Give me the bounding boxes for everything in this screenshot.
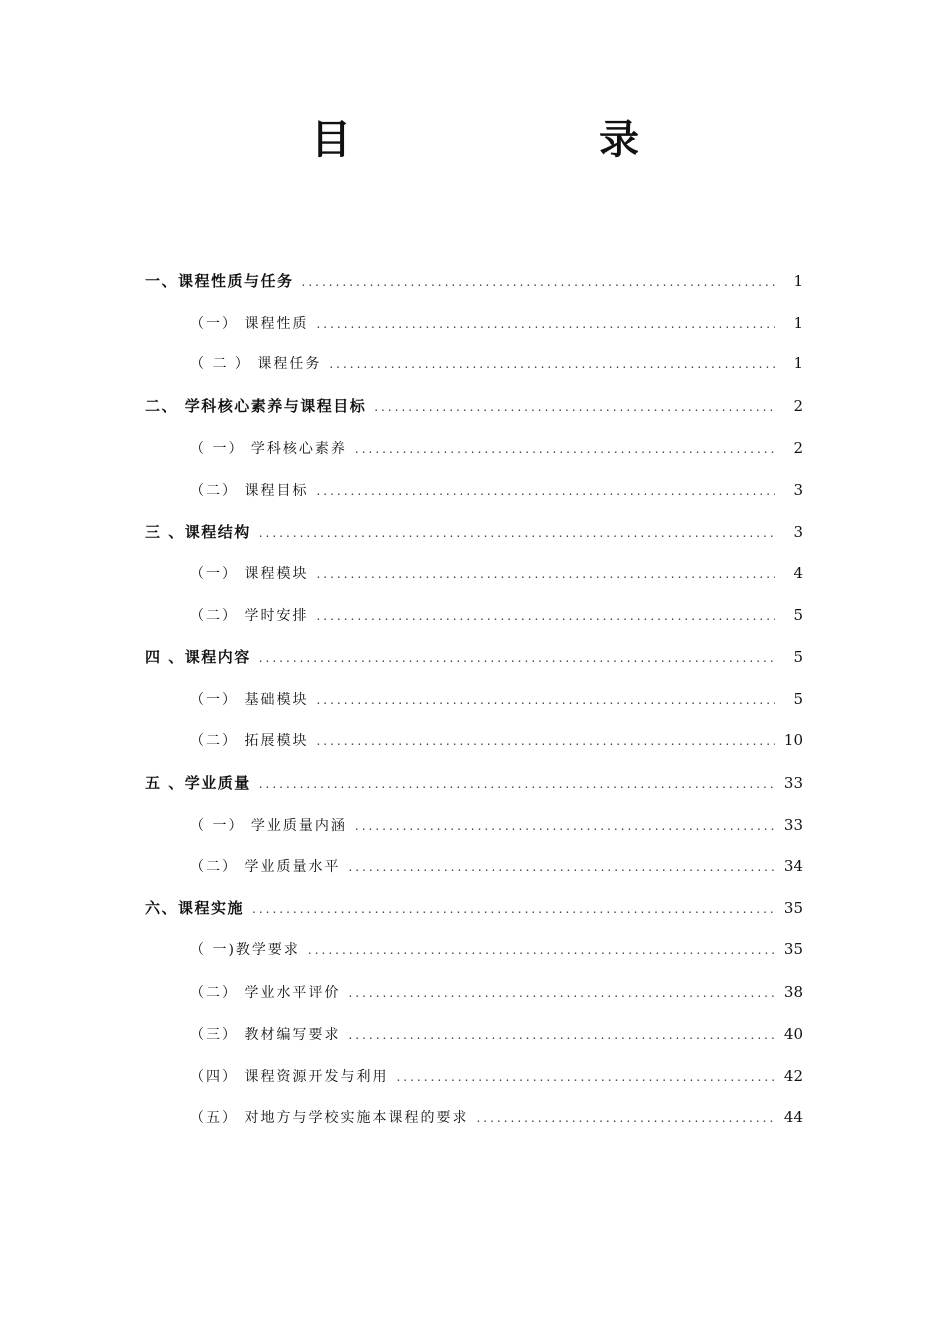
toc-entry-label: 二、 学科核心素养与课程目标: [145, 397, 367, 415]
toc-entry-label: （五） 对地方与学校实施本课程的要求: [190, 1110, 469, 1126]
page-title: 目 录: [311, 117, 695, 163]
toc-dot-leader: [355, 437, 775, 461]
toc-dot-leader: [316, 479, 775, 503]
toc-entry-label: 一、课程性质与任务: [145, 272, 294, 290]
toc-entry-label: （ 一） 学业质量内涵: [190, 818, 347, 834]
toc-dot-leader: [316, 604, 775, 628]
toc-entry-label: （二） 拓展模块: [190, 733, 309, 749]
toc-entry-label: （二） 学时安排: [190, 608, 309, 624]
toc-entry-2-1[interactable]: [190, 436, 803, 460]
toc-dot-leader: [329, 352, 775, 376]
toc-page-number: 3: [793, 481, 803, 499]
toc-dot-leader: [348, 855, 775, 879]
toc-entry-1-1[interactable]: [190, 311, 803, 335]
toc-dot-leader: [302, 270, 775, 294]
toc-entry-label: （ 一)教学要求: [190, 942, 300, 958]
toc-page-number: 5: [793, 690, 803, 708]
toc-page-number: 5: [793, 606, 803, 624]
toc-page-number: 1: [793, 272, 803, 290]
toc-dot-leader: [316, 562, 775, 586]
toc-entry-6-5[interactable]: [190, 1105, 803, 1129]
toc-entry-6-3[interactable]: [190, 1022, 803, 1046]
toc-page-number: 42: [783, 1067, 803, 1085]
toc-page-number: 1: [793, 354, 803, 372]
toc-dot-leader: [308, 938, 775, 962]
toc-entry-section-1[interactable]: [145, 269, 803, 293]
toc-dot-leader: [348, 981, 775, 1005]
toc-page-number: 3: [793, 523, 803, 541]
toc-page-number: 33: [783, 816, 803, 834]
toc-entry-label: （二） 学业水平评价: [190, 985, 341, 1001]
toc-entry-5-1[interactable]: [190, 813, 803, 837]
toc-page-number: 35: [783, 899, 803, 917]
toc-entry-label: （四） 课程资源开发与利用: [190, 1069, 389, 1085]
toc-entry-label: （ 二 ） 课程任务: [190, 356, 322, 372]
toc-entry-label: 五 、学业质量: [145, 774, 251, 792]
toc-page-number: 5: [793, 648, 803, 666]
toc-entry-4-2[interactable]: [190, 728, 803, 752]
toc-entry-label: （二） 课程目标: [190, 483, 309, 499]
toc-page-number: 40: [783, 1025, 803, 1043]
toc-dot-leader: [316, 312, 775, 336]
toc-entry-section-3[interactable]: [145, 520, 803, 544]
toc-dot-leader: [316, 729, 775, 753]
toc-entry-6-1[interactable]: [190, 937, 803, 961]
toc-dot-leader: [259, 772, 775, 796]
toc-entry-label: （一） 课程模块: [190, 566, 309, 582]
toc-entry-label: （二） 学业质量水平: [190, 859, 341, 875]
toc-entry-1-2[interactable]: [190, 351, 803, 375]
toc-page-number: 10: [783, 731, 803, 749]
toc-page-number: 4: [793, 564, 803, 582]
toc-entry-6-4[interactable]: [190, 1064, 803, 1088]
toc-entry-label: 四 、课程内容: [145, 648, 251, 666]
toc-dot-leader: [252, 897, 775, 921]
toc-page-number: 33: [783, 774, 803, 792]
toc-entry-section-4[interactable]: [145, 645, 803, 669]
toc-entry-4-1[interactable]: [190, 687, 803, 711]
toc-entry-label: 三 、课程结构: [145, 523, 251, 541]
toc-entry-section-5[interactable]: [145, 771, 803, 795]
toc-page-number: 44: [783, 1108, 803, 1126]
toc-entry-3-2[interactable]: [190, 603, 803, 627]
toc-entry-5-2[interactable]: [190, 854, 803, 878]
toc-dot-leader: [259, 646, 775, 670]
toc-dot-leader: [316, 688, 775, 712]
toc-entry-6-2[interactable]: [190, 980, 803, 1004]
toc-entry-label: （一） 课程性质: [190, 316, 309, 332]
toc-dot-leader: [476, 1106, 775, 1130]
toc-entry-2-2[interactable]: [190, 478, 803, 502]
toc-page-number: 38: [783, 983, 803, 1001]
toc-entry-label: 六、课程实施: [145, 899, 245, 917]
toc-entry-section-2[interactable]: [145, 394, 803, 418]
toc-entry-label: （一） 基础模块: [190, 692, 309, 708]
toc-dot-leader: [259, 521, 775, 545]
toc-page-number: 34: [783, 857, 803, 875]
toc-dot-leader: [396, 1065, 775, 1089]
toc-page-number: 35: [783, 940, 803, 958]
toc-dot-leader: [374, 395, 775, 419]
toc-page-number: 1: [793, 314, 803, 332]
toc-dot-leader: [348, 1023, 775, 1047]
toc-entry-label: （ 一） 学科核心素养: [190, 441, 347, 457]
toc-page-number: 2: [793, 439, 803, 457]
toc-entry-label: （三） 教材编写要求: [190, 1027, 341, 1043]
toc-entry-3-1[interactable]: [190, 561, 803, 585]
toc-entry-section-6[interactable]: [145, 896, 803, 920]
toc-page-number: 2: [793, 397, 803, 415]
toc-dot-leader: [355, 814, 775, 838]
